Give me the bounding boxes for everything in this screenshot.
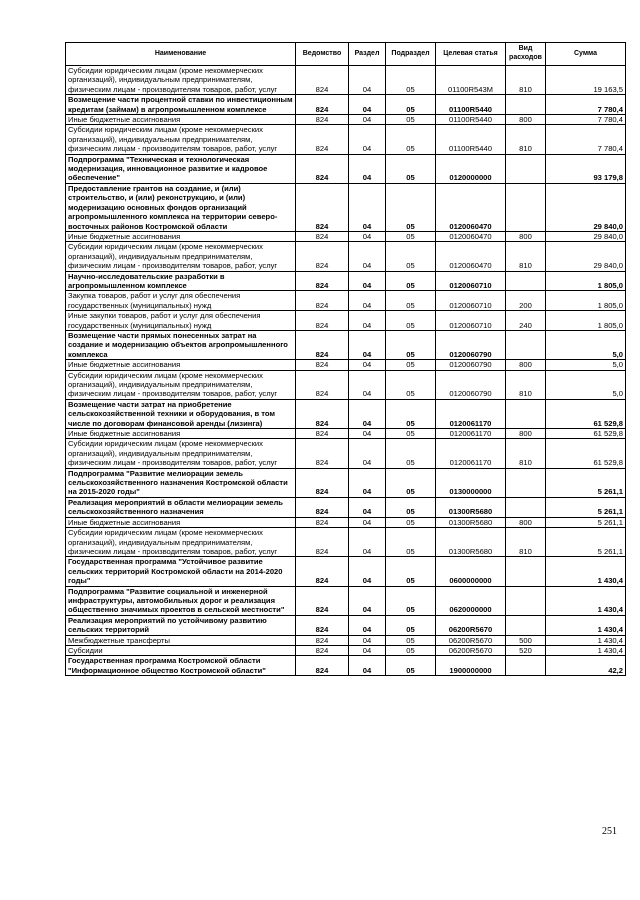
- cell-celevaya-statya: 0120000000: [436, 154, 506, 183]
- table-row: [66, 468, 626, 497]
- cell-celevaya-statya: 01100R5440: [436, 95, 506, 115]
- cell-vid-raskhodov: 810: [506, 66, 546, 95]
- cell-vedomstvo: 824: [296, 242, 349, 271]
- cell-celevaya-statya: 0620000000: [436, 586, 506, 615]
- cell-celevaya-statya: 0120060710: [436, 271, 506, 291]
- cell-celevaya-statya: 06200R5670: [436, 645, 506, 655]
- cell-razdel: 04: [349, 125, 386, 154]
- cell-razdel: 04: [349, 439, 386, 468]
- cell-summa: 1 805,0: [546, 291, 626, 311]
- cell-razdel: 04: [349, 330, 386, 359]
- cell-vedomstvo: 824: [296, 125, 349, 154]
- cell-razdel: 04: [349, 242, 386, 271]
- cell-podrazdel: 05: [386, 635, 436, 645]
- cell-podrazdel: 05: [386, 183, 436, 231]
- cell-vid-raskhodov: 800: [506, 115, 546, 125]
- cell-podrazdel: 05: [386, 429, 436, 439]
- cell-name: Субсидии юридическим лицам (кроме некоммерческих организаций), индивидуальным предпринимателям, физическим лицам - производителям товаров, работ, услуг: [66, 370, 296, 399]
- cell-name: Возмещение части прямых понесенных затрат на создание и модернизацию объектов агропромышленного комплекса: [66, 330, 296, 359]
- cell-podrazdel: 05: [386, 528, 436, 557]
- cell-podrazdel: 05: [386, 439, 436, 468]
- table-row: [66, 183, 626, 231]
- table-row: [66, 615, 626, 635]
- cell-name: Подпрограмма "Развитие социальной и инженерной инфраструктуры, автомобильных дорог и реализация общественно значимых проектов в сельской местности": [66, 586, 296, 615]
- cell-vid-raskhodov: 200: [506, 291, 546, 311]
- header-vedomstvo: Ведомство: [296, 43, 349, 66]
- cell-podrazdel: 05: [386, 586, 436, 615]
- cell-summa: 61 529,8: [546, 429, 626, 439]
- cell-summa: 61 529,8: [546, 399, 626, 428]
- cell-name: Возмещение части процентной ставки по инвестиционным кредитам (займам) в агропромышленном комплексе: [66, 95, 296, 115]
- cell-vedomstvo: 824: [296, 66, 349, 95]
- cell-name: Государственная программа Костромской области "Информационное общество Костромской области": [66, 656, 296, 676]
- cell-name: Реализация мероприятий в области мелиорации земель сельскохозяйственного назначения: [66, 497, 296, 517]
- cell-vid-raskhodov: [506, 95, 546, 115]
- cell-podrazdel: 05: [386, 125, 436, 154]
- cell-vid-raskhodov: [506, 154, 546, 183]
- cell-summa: 1 430,4: [546, 645, 626, 655]
- header-razdel: Раздел: [349, 43, 386, 66]
- cell-vedomstvo: 824: [296, 656, 349, 676]
- cell-celevaya-statya: 0120060470: [436, 183, 506, 231]
- cell-summa: 5 261,1: [546, 497, 626, 517]
- cell-celevaya-statya: 0120060470: [436, 231, 506, 241]
- cell-celevaya-statya: 1900000000: [436, 656, 506, 676]
- cell-podrazdel: 05: [386, 497, 436, 517]
- cell-razdel: 04: [349, 429, 386, 439]
- table-row: [66, 271, 626, 291]
- cell-vid-raskhodov: 810: [506, 242, 546, 271]
- cell-podrazdel: 05: [386, 399, 436, 428]
- cell-razdel: 04: [349, 615, 386, 635]
- cell-vid-raskhodov: 800: [506, 429, 546, 439]
- cell-vedomstvo: 824: [296, 95, 349, 115]
- cell-vid-raskhodov: [506, 497, 546, 517]
- cell-podrazdel: 05: [386, 271, 436, 291]
- cell-name: Субсидии юридическим лицам (кроме некоммерческих организаций), индивидуальным предпринимателям, физическим лицам - производителям товаров, работ, услуг: [66, 439, 296, 468]
- cell-name: Иные бюджетные ассигнования: [66, 360, 296, 370]
- table-row: [66, 115, 626, 125]
- cell-celevaya-statya: 01300R5680: [436, 528, 506, 557]
- cell-razdel: 04: [349, 656, 386, 676]
- cell-summa: 1 430,4: [546, 586, 626, 615]
- cell-summa: 7 780,4: [546, 95, 626, 115]
- table-row: [66, 360, 626, 370]
- cell-celevaya-statya: 06200R5670: [436, 615, 506, 635]
- cell-vedomstvo: 824: [296, 360, 349, 370]
- cell-razdel: 04: [349, 271, 386, 291]
- cell-podrazdel: 05: [386, 656, 436, 676]
- table-row: [66, 125, 626, 154]
- cell-vid-raskhodov: [506, 615, 546, 635]
- cell-razdel: 04: [349, 635, 386, 645]
- cell-summa: 5,0: [546, 360, 626, 370]
- cell-vid-raskhodov: [506, 557, 546, 586]
- table-row: [66, 517, 626, 527]
- cell-vedomstvo: 824: [296, 154, 349, 183]
- cell-vid-raskhodov: [506, 271, 546, 291]
- cell-vid-raskhodov: 810: [506, 439, 546, 468]
- cell-podrazdel: 05: [386, 468, 436, 497]
- cell-podrazdel: 05: [386, 66, 436, 95]
- header-vid-raskhodov: Вид расходов: [506, 43, 546, 66]
- cell-vid-raskhodov: 500: [506, 635, 546, 645]
- cell-summa: 1 805,0: [546, 311, 626, 331]
- cell-celevaya-statya: 0120060710: [436, 311, 506, 331]
- cell-name: Реализация мероприятий по устойчивому развитию сельских территорий: [66, 615, 296, 635]
- table-row: [66, 656, 626, 676]
- cell-name: Субсидии юридическим лицам (кроме некоммерческих организаций), индивидуальным предпринимателям, физическим лицам - производителям товаров, работ, услуг: [66, 528, 296, 557]
- cell-razdel: 04: [349, 557, 386, 586]
- table-body: [66, 66, 626, 676]
- cell-vid-raskhodov: 810: [506, 370, 546, 399]
- cell-vid-raskhodov: [506, 586, 546, 615]
- cell-summa: 5 261,1: [546, 517, 626, 527]
- cell-razdel: 04: [349, 528, 386, 557]
- cell-podrazdel: 05: [386, 330, 436, 359]
- cell-name: Иные закупки товаров, работ и услуг для обеспечения государственных (муниципальных) нужд: [66, 311, 296, 331]
- cell-vid-raskhodov: 520: [506, 645, 546, 655]
- table-row: [66, 439, 626, 468]
- table-row: [66, 291, 626, 311]
- table-row: [66, 429, 626, 439]
- page-number: 251: [602, 826, 617, 837]
- cell-vid-raskhodov: 800: [506, 517, 546, 527]
- cell-podrazdel: 05: [386, 291, 436, 311]
- cell-podrazdel: 05: [386, 615, 436, 635]
- cell-razdel: 04: [349, 95, 386, 115]
- cell-vid-raskhodov: 810: [506, 528, 546, 557]
- table-row: [66, 645, 626, 655]
- table-row: [66, 399, 626, 428]
- cell-podrazdel: 05: [386, 95, 436, 115]
- cell-vid-raskhodov: 800: [506, 231, 546, 241]
- cell-name: Подпрограмма "Развитие мелиорации земель сельскохозяйственного назначения Костромской области на 2015-2020 годы": [66, 468, 296, 497]
- cell-celevaya-statya: 0120061170: [436, 399, 506, 428]
- cell-razdel: 04: [349, 115, 386, 125]
- cell-summa: 5,0: [546, 330, 626, 359]
- cell-celevaya-statya: 0120060470: [436, 242, 506, 271]
- cell-name: Иные бюджетные ассигнования: [66, 429, 296, 439]
- table-row: [66, 66, 626, 95]
- cell-vedomstvo: 824: [296, 231, 349, 241]
- header-celevaya-statya: Целевая статья: [436, 43, 506, 66]
- cell-razdel: 04: [349, 468, 386, 497]
- cell-podrazdel: 05: [386, 154, 436, 183]
- cell-vedomstvo: 824: [296, 399, 349, 428]
- cell-vedomstvo: 824: [296, 586, 349, 615]
- table-row: [66, 311, 626, 331]
- cell-vedomstvo: 824: [296, 528, 349, 557]
- table-row: [66, 154, 626, 183]
- cell-summa: 1 430,4: [546, 557, 626, 586]
- cell-razdel: 04: [349, 586, 386, 615]
- cell-podrazdel: 05: [386, 231, 436, 241]
- table-row: [66, 586, 626, 615]
- cell-podrazdel: 05: [386, 115, 436, 125]
- cell-vedomstvo: 824: [296, 439, 349, 468]
- budget-table: [65, 42, 626, 676]
- cell-razdel: 04: [349, 231, 386, 241]
- cell-name: Иные бюджетные ассигнования: [66, 517, 296, 527]
- cell-name: Подпрограмма "Техническая и технологическая модернизация, инновационное развитие и кадровое обеспечение": [66, 154, 296, 183]
- cell-vedomstvo: 824: [296, 557, 349, 586]
- cell-celevaya-statya: 0120060790: [436, 370, 506, 399]
- cell-name: Субсидии: [66, 645, 296, 655]
- table-row: [66, 231, 626, 241]
- cell-vedomstvo: 824: [296, 291, 349, 311]
- cell-razdel: 04: [349, 154, 386, 183]
- cell-name: Субсидии юридическим лицам (кроме некоммерческих организаций), индивидуальным предпринимателям, физическим лицам - производителям товаров, работ, услуг: [66, 66, 296, 95]
- cell-celevaya-statya: 0120060790: [436, 330, 506, 359]
- cell-vedomstvo: 824: [296, 517, 349, 527]
- cell-vid-raskhodov: [506, 468, 546, 497]
- cell-celevaya-statya: 06200R5670: [436, 635, 506, 645]
- cell-podrazdel: 05: [386, 370, 436, 399]
- cell-summa: 61 529,8: [546, 439, 626, 468]
- cell-celevaya-statya: 0120061170: [436, 439, 506, 468]
- cell-vedomstvo: 824: [296, 429, 349, 439]
- cell-summa: 5 261,1: [546, 528, 626, 557]
- cell-razdel: 04: [349, 645, 386, 655]
- cell-name: Субсидии юридическим лицам (кроме некоммерческих организаций), индивидуальным предпринимателям, физическим лицам - производителям товаров, работ, услуг: [66, 125, 296, 154]
- cell-summa: 1 430,4: [546, 635, 626, 645]
- table-row: [66, 95, 626, 115]
- cell-name: Иные бюджетные ассигнования: [66, 115, 296, 125]
- cell-summa: 19 163,5: [546, 66, 626, 95]
- cell-summa: 1 430,4: [546, 615, 626, 635]
- cell-razdel: 04: [349, 370, 386, 399]
- cell-razdel: 04: [349, 360, 386, 370]
- cell-vedomstvo: 824: [296, 311, 349, 331]
- cell-razdel: 04: [349, 291, 386, 311]
- cell-name: Иные бюджетные ассигнования: [66, 231, 296, 241]
- cell-vedomstvo: 824: [296, 615, 349, 635]
- cell-summa: 5,0: [546, 370, 626, 399]
- cell-podrazdel: 05: [386, 360, 436, 370]
- cell-vid-raskhodov: [506, 656, 546, 676]
- table-row: [66, 330, 626, 359]
- cell-razdel: 04: [349, 399, 386, 428]
- cell-vid-raskhodov: [506, 183, 546, 231]
- cell-vedomstvo: 824: [296, 183, 349, 231]
- cell-vedomstvo: 824: [296, 635, 349, 645]
- table-row: [66, 635, 626, 645]
- cell-summa: 29 840,0: [546, 242, 626, 271]
- cell-razdel: 04: [349, 66, 386, 95]
- cell-vedomstvo: 824: [296, 115, 349, 125]
- cell-summa: 29 840,0: [546, 231, 626, 241]
- cell-name: Субсидии юридическим лицам (кроме некоммерческих организаций), индивидуальным предпринимателям, физическим лицам - производителям товаров, работ, услуг: [66, 242, 296, 271]
- cell-summa: 5 261,1: [546, 468, 626, 497]
- cell-vid-raskhodov: [506, 330, 546, 359]
- cell-celevaya-statya: 01100R5440: [436, 125, 506, 154]
- cell-vid-raskhodov: 800: [506, 360, 546, 370]
- cell-razdel: 04: [349, 183, 386, 231]
- cell-name: Предоставление грантов на создание, и (или) строительство, и (или) реконструкцию, и (или) модернизацию основных фондов организаций агропромышленного комплекса на территории северо-восточных районов Костромской области: [66, 183, 296, 231]
- cell-summa: 7 780,4: [546, 115, 626, 125]
- cell-celevaya-statya: 01300R5680: [436, 497, 506, 517]
- table-row: [66, 497, 626, 517]
- cell-celevaya-statya: 01300R5680: [436, 517, 506, 527]
- cell-name: Межбюджетные трансферты: [66, 635, 296, 645]
- cell-razdel: 04: [349, 311, 386, 331]
- cell-podrazdel: 05: [386, 517, 436, 527]
- cell-vedomstvo: 824: [296, 497, 349, 517]
- table-row: [66, 528, 626, 557]
- cell-name: Государственная программа "Устойчивое развитие сельских территорий Костромской области на 2014-2020 годы": [66, 557, 296, 586]
- cell-vedomstvo: 824: [296, 645, 349, 655]
- cell-vedomstvo: 824: [296, 468, 349, 497]
- cell-podrazdel: 05: [386, 311, 436, 331]
- cell-celevaya-statya: 0600000000: [436, 557, 506, 586]
- cell-podrazdel: 05: [386, 557, 436, 586]
- cell-vedomstvo: 824: [296, 370, 349, 399]
- cell-name: Закупка товаров, работ и услуг для обеспечения государственных (муниципальных) нужд: [66, 291, 296, 311]
- cell-summa: 93 179,8: [546, 154, 626, 183]
- cell-razdel: 04: [349, 497, 386, 517]
- header-summa: Сумма: [546, 43, 626, 66]
- cell-celevaya-statya: 01100R5440: [436, 115, 506, 125]
- cell-name: Научно-исследовательские разработки в агропромышленном комплексе: [66, 271, 296, 291]
- cell-summa: 1 805,0: [546, 271, 626, 291]
- header-podrazdel: Подраздел: [386, 43, 436, 66]
- cell-podrazdel: 05: [386, 242, 436, 271]
- cell-vid-raskhodov: [506, 399, 546, 428]
- cell-vid-raskhodov: 240: [506, 311, 546, 331]
- cell-celevaya-statya: 0120060790: [436, 360, 506, 370]
- table-row: [66, 370, 626, 399]
- cell-summa: 7 780,4: [546, 125, 626, 154]
- cell-celevaya-statya: 0120060710: [436, 291, 506, 311]
- header-name: Наименование: [66, 43, 296, 66]
- table-row: [66, 242, 626, 271]
- cell-celevaya-statya: 0130000000: [436, 468, 506, 497]
- cell-vedomstvo: 824: [296, 271, 349, 291]
- cell-razdel: 04: [349, 517, 386, 527]
- cell-vedomstvo: 824: [296, 330, 349, 359]
- cell-celevaya-statya: 01100R543M: [436, 66, 506, 95]
- cell-podrazdel: 05: [386, 645, 436, 655]
- cell-summa: 29 840,0: [546, 183, 626, 231]
- cell-summa: 42,2: [546, 656, 626, 676]
- table-row: [66, 557, 626, 586]
- header-row: [66, 43, 626, 66]
- cell-name: Возмещение части затрат на приобретение сельскохозяйственной техники и оборудования, в том числе по договорам финансовой аренды (лизинга): [66, 399, 296, 428]
- cell-vid-raskhodov: 810: [506, 125, 546, 154]
- cell-celevaya-statya: 0120061170: [436, 429, 506, 439]
